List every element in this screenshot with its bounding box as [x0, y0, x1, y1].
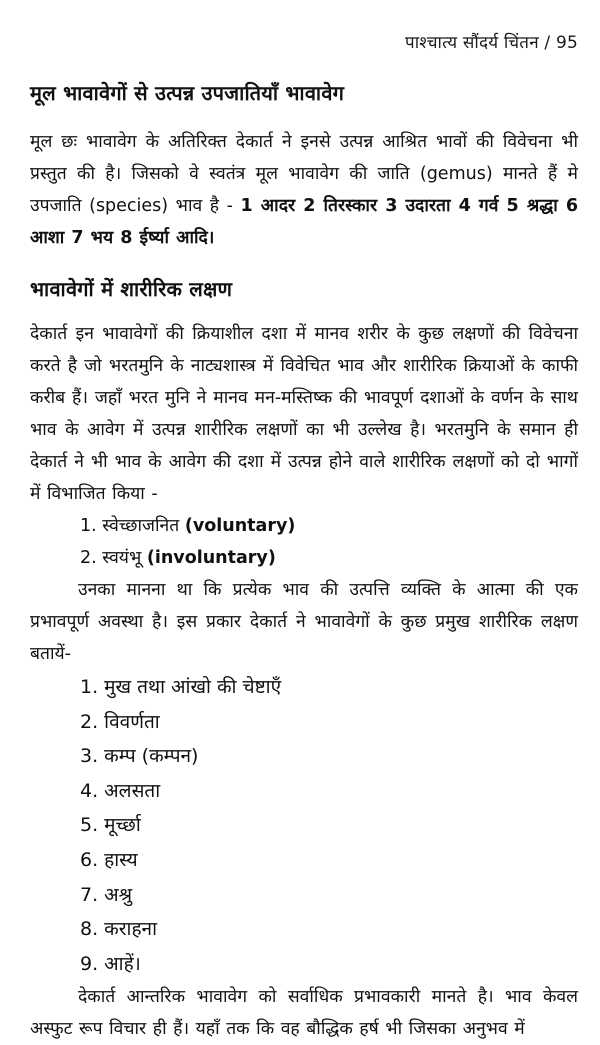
section-heading-physical-symptoms: भावावेगों में शारीरिक लक्षण [30, 277, 233, 301]
list-item: 2. विवर्णता [80, 710, 160, 733]
type-label: 1. स्वेच्छाजनित [80, 516, 180, 536]
symptoms-list [30, 670, 578, 981]
paragraph-symptoms-intro: देकार्त इन भावावेगों की क्रियाशील दशा में मानव शरीर के कुछ लक्षणों की विवेचना करते है जो भरतमुनि के नाट्यशास्त्र में विवेचित भाव और शारीरिक क्रियाओं के काफी करीब हैं। जहाँ भरत मुनि ने मानव मन-मस्तिष्क की भावपूर्ण दशाओं के वर्णन के साथ भाव के आवेग में उत्पन्न शारीरिक लक्षणों का भी उल्लेख है। भरतमुनि के समान ही देकार्त ने भी भाव के आवेग की दशा में उत्पन्न होने वाले शारीरिक लक्षणों को दो भागों में विभाजित किया - [30, 324, 578, 504]
paragraph-soul-state: उनका मानना था कि प्रत्येक भाव की उत्पत्ति व्यक्ति के आत्मा की एक प्रभावपूर्ण अवस्था है। इस प्रकार देकार्त ने भावावेगों के कुछ प्रमुख शारीरिक लक्षण बतायें- [30, 580, 578, 664]
list-item [30, 542, 578, 574]
list-item [30, 510, 578, 542]
list-item: 8. कराहना [80, 918, 158, 941]
list-item: 1. मुख तथा आंखो की चेष्टाएँ [80, 676, 282, 698]
section-heading-subspecies: मूल भावावेगों से उत्पन्न उपजातियाँ भावावेग [30, 81, 345, 105]
list-item: 3. कम्प (कम्पन) [80, 745, 199, 768]
list-item: 9. आहें। [80, 952, 141, 975]
paragraph-subspecies-text: मूल छः भावावेग के अतिरिक्त देकार्त ने इनसे उत्पन्न आश्रित भावों की विवेचना भी प्रस्तुत की है। जिसको वे स्वतंत्र मूल भावावेग की जाति (gemus) मानते हैं मे उपजाति (species) भाव है - [30, 132, 578, 216]
running-header: पाश्चात्य सौंदर्य चिंतन / 95 [405, 33, 578, 53]
types-list [30, 510, 578, 574]
paragraph-internal-emotion: देकार्त आन्तरिक भावावेग को सर्वाधिक प्रभावकारी मानते है। भाव केवल अस्फुट रूप विचार ही हैं। यहाँ तक कि वह बौद्धिक हर्ष भी जिसका अनुभव में [30, 987, 578, 1040]
type-english: (involuntary) [146, 548, 276, 568]
list-item: 6. हास्य [80, 848, 138, 871]
type-english: (voluntary) [184, 516, 296, 536]
paragraph-subspecies-bold-list: 1 आदर 2 तिरस्कार 3 उदारता 4 गर्व 5 श्रद्धा 6 आशा 7 भय 8 ईर्ष्या आदि। [30, 196, 578, 248]
paragraph-subspecies [30, 126, 578, 254]
list-item: 5. मूर्च्छा [80, 814, 141, 837]
list-item: 4. अलसता [80, 779, 161, 802]
page-body [30, 78, 578, 1045]
list-item: 7. अश्रु [80, 883, 133, 906]
type-label: 2. स्वयंभू [80, 548, 142, 568]
